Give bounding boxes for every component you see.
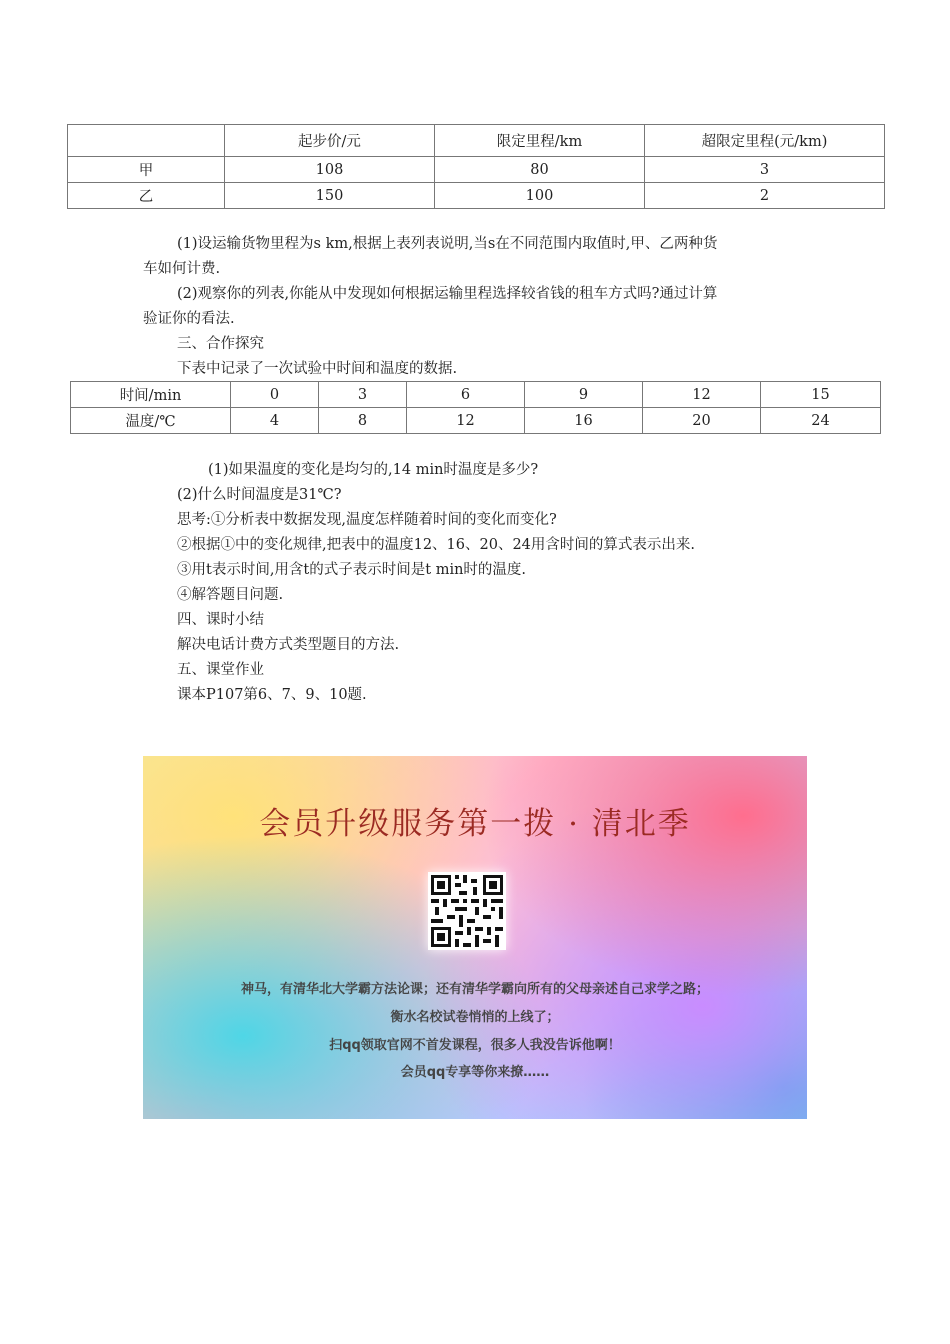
table-cell: 12 (407, 408, 525, 434)
table-cell: 20 (643, 408, 761, 434)
paragraph-line: 思考:①分析表中数据发现,温度怎样随着时间的变化而变化? (177, 512, 557, 528)
table-cell: 4 (231, 408, 319, 434)
table-header-cell (68, 125, 225, 157)
table-cell: 100 (435, 183, 645, 209)
temperature-table (70, 381, 881, 434)
table-cell: 6 (407, 382, 525, 408)
table-cell: 80 (435, 157, 645, 183)
table-row (68, 157, 885, 183)
table-header-cell: 限定里程/km (435, 125, 645, 157)
banner-line: 神马，有清华北大学霸方法论课；还有清华学霸向所有的父母亲述自己求学之路； (240, 982, 709, 997)
banner-title: 会员升级服务第一拨 · 清北季 (259, 806, 691, 842)
paragraph-line: 下表中记录了一次试验中时间和温度的数据. (177, 361, 458, 377)
banner-line: 扫qq领取官网不首发课程，很多人我没告诉他啊！ (329, 1038, 621, 1053)
paragraph-line: (1)如果温度的变化是均匀的,14 min时温度是多少? (208, 462, 539, 478)
table-cell: 0 (231, 382, 319, 408)
table-header-cell: 超限定里程(元/km) (645, 125, 885, 157)
paragraph-line: ③用t表示时间,用含t的式子表示时间是t min时的温度. (177, 562, 527, 578)
table-cell: 时间/min (71, 382, 231, 408)
table-cell: 乙 (68, 183, 225, 209)
paragraph-line: ④解答题目问题. (177, 587, 284, 603)
promo-banner[interactable] (143, 756, 807, 1119)
table-cell: 12 (643, 382, 761, 408)
paragraph-line: (1)设运输货物里程为s km,根据上表列表说明,当s在不同范围内取值时,甲、乙两种货 (177, 236, 718, 252)
table-row (71, 382, 881, 408)
table-cell: 8 (319, 408, 407, 434)
paragraph-line: (2)什么时间温度是31℃? (177, 487, 342, 503)
paragraph-line: 课本P107第6、7、9、10题. (177, 687, 367, 703)
table-cell: 24 (761, 408, 881, 434)
table-cell: 温度/℃ (71, 408, 231, 434)
table-cell: 15 (761, 382, 881, 408)
table-header-row (68, 125, 885, 157)
paragraph-line: 车如何计费. (143, 261, 221, 277)
table-cell: 150 (225, 183, 435, 209)
table-row (68, 183, 885, 209)
paragraph-line: ②根据①中的变化规律,把表中的温度12、16、20、24用含时间的算式表示出来. (177, 537, 696, 553)
fee-table (67, 124, 885, 209)
paragraph-line: 解决电话计费方式类型题目的方法. (177, 637, 400, 653)
banner-line: 衡水名校试卷悄悄的上线了； (390, 1010, 560, 1025)
table-header-cell: 起步价/元 (225, 125, 435, 157)
table-cell: 3 (319, 382, 407, 408)
table-cell: 甲 (68, 157, 225, 183)
table-cell: 108 (225, 157, 435, 183)
paragraph-line: 验证你的看法. (143, 311, 235, 327)
table-row (71, 408, 881, 434)
table-cell: 9 (525, 382, 643, 408)
paragraph-line: (2)观察你的列表,你能从中发现如何根据运输里程选择较省钱的租车方式吗?通过计算 (177, 286, 718, 302)
banner-line: 会员qq专享等你来撩…… (400, 1065, 550, 1080)
table-cell: 2 (645, 183, 885, 209)
section-heading: 四、课时小结 (177, 612, 264, 628)
table-cell: 16 (525, 408, 643, 434)
table-cell: 3 (645, 157, 885, 183)
section-heading: 三、合作探究 (177, 336, 264, 352)
section-heading: 五、课堂作业 (177, 662, 264, 678)
qr-code-icon[interactable] (428, 872, 506, 950)
